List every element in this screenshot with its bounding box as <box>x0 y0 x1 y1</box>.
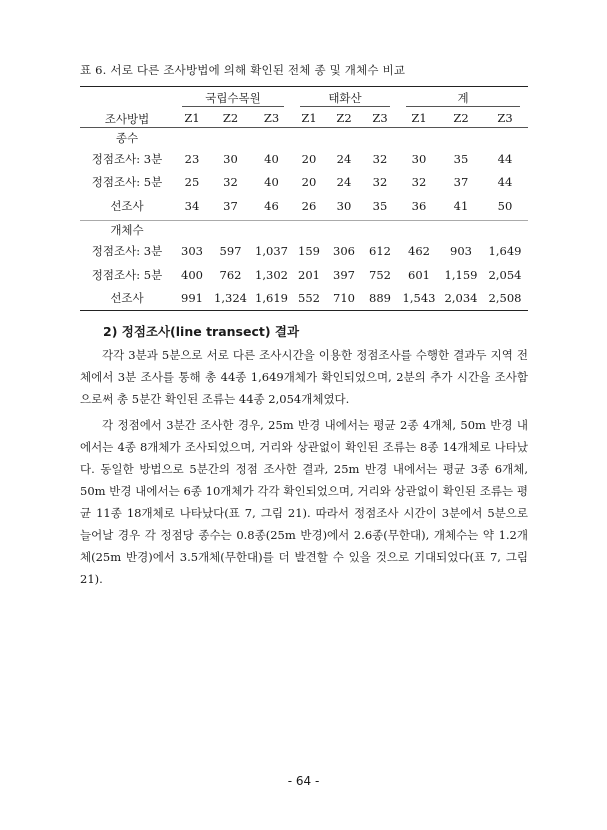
paragraph: 각각 3분과 5분으로 서로 다른 조사시간을 이용한 정점조사를 수행한 결과두 지역 전체에서 3분 조사를 통해 총 44종 1,649개체가 확인되었으며, 2분의 추가 시간을 조사함으로써 총 5분간 확인된 조류는 44종 2,054개체였다. <box>80 348 528 406</box>
table-row <box>80 240 528 264</box>
table-cell: 762 <box>219 267 242 282</box>
table-cell: 23 <box>184 151 200 166</box>
row-label: 선조사 <box>110 198 144 213</box>
table-cell: 41 <box>453 198 469 213</box>
table-cell: 1,543 <box>402 291 436 306</box>
table-cell: 32 <box>223 175 238 190</box>
subheader: Z3 <box>497 110 513 125</box>
table-cell: 24 <box>336 175 352 190</box>
species-section <box>80 128 528 221</box>
paragraph: 각 정점에서 3분간 조사한 경우, 25m 반경 내에서는 평균 2종 4개체, 50m 반경 내에서는 4종 8개체가 조사되었으며, 거리와 상관없이 확인된 조류는 8종 14개체로 나타났다. 동일한 방법으로 5분간의 정점 조사한 결과, 25m 반경 내에서는 평균 3종 6개체, 50m 반경 내에서는 6종 10개체가 각각 확인되었으며, 거리와 상관없이 확인된 조류는 평균 11종 18개체로 나타났다(표 7, 그림 21). 따라서 정점조사 시간이 3분에서 5분으로 늘어날 경우 각 정점당 종수는 0.8종(25m 반경)에서 2.6종(무한대), 개체수는 약 1.2개체(25m 반경)에서 3.5개체(무한대)를 더 발견할 수 있을 것으로 기대되었다(표 7, 그림 21). <box>80 418 528 586</box>
table-cell: 35 <box>453 151 469 166</box>
table-cell: 35 <box>372 198 388 213</box>
table-cell: 26 <box>301 198 317 213</box>
individuals-section <box>80 220 528 311</box>
row-label: 정점조사: 3분 <box>91 244 163 259</box>
comparison-table <box>80 86 528 311</box>
table-cell: 752 <box>369 267 391 282</box>
table-cell: 601 <box>408 267 430 282</box>
subheader: Z3 <box>263 110 280 125</box>
table-cell: 552 <box>298 291 320 306</box>
table-cell: 37 <box>453 175 469 190</box>
table-cell: 30 <box>411 151 427 166</box>
table-cell: 1,649 <box>488 244 522 259</box>
table-cell: 46 <box>264 198 279 213</box>
table-cell: 40 <box>264 151 279 166</box>
table-cell: 44 <box>497 175 513 190</box>
table-cell: 1,159 <box>444 267 478 282</box>
table-row <box>80 147 528 171</box>
table-cell: 34 <box>184 198 200 213</box>
table-cell: 50 <box>497 198 513 213</box>
table-cell: 24 <box>336 151 352 166</box>
subheader: Z1 <box>184 110 200 125</box>
table-cell: 1,302 <box>255 267 288 282</box>
method-header: 조사방법 <box>104 112 150 126</box>
table-cell: 1,037 <box>255 244 288 259</box>
row-label: 정점조사: 5분 <box>91 175 163 190</box>
table-cell: 612 <box>369 244 391 259</box>
table-cell: 2,054 <box>488 267 522 282</box>
table-cell: 991 <box>181 291 203 306</box>
section-title: 종수 <box>115 130 139 145</box>
row-label: 정점조사: 3분 <box>91 151 163 166</box>
table-row <box>80 194 528 220</box>
group-header-arboretum: 국립수목원 <box>174 87 292 109</box>
table-cell: 903 <box>450 244 472 259</box>
table-cell: 159 <box>298 244 320 259</box>
table-caption: 표 6. 서로 다른 조사방법에 의해 확인된 전체 종 및 개체수 비교 <box>80 63 406 77</box>
row-label: 선조사 <box>110 291 144 306</box>
table-cell: 397 <box>333 267 355 282</box>
subheader: Z2 <box>336 110 352 125</box>
table-cell: 303 <box>181 244 203 259</box>
table-cell: 306 <box>333 244 355 259</box>
table-row <box>80 287 528 311</box>
table-cell: 25 <box>184 175 200 190</box>
body-text <box>80 344 528 594</box>
table-row <box>80 263 528 287</box>
group-header-taehwasan: 태화산 <box>292 87 398 109</box>
section-heading: 2) 정점조사(line transect) 결과 <box>103 324 300 339</box>
section-title: 개체수 <box>110 223 144 237</box>
table-cell: 32 <box>372 151 388 166</box>
table-cell: 32 <box>411 175 427 190</box>
table-cell: 889 <box>369 291 391 306</box>
table-cell: 1,619 <box>255 291 288 306</box>
table-cell: 40 <box>264 175 279 190</box>
table-cell: 44 <box>497 151 513 166</box>
subheader: Z3 <box>372 110 388 125</box>
table-cell: 37 <box>223 198 238 213</box>
table-cell: 201 <box>298 267 320 282</box>
table-cell: 2,034 <box>444 291 478 306</box>
subheader: Z1 <box>301 110 317 125</box>
row-label: 정점조사: 5분 <box>91 267 163 282</box>
group-header-total: 계 <box>398 87 528 109</box>
table-cell: 36 <box>411 198 427 213</box>
subheader: Z2 <box>453 110 469 125</box>
table-cell: 462 <box>408 244 430 259</box>
table-cell: 710 <box>333 291 355 306</box>
table-cell: 32 <box>372 175 388 190</box>
subheader: Z2 <box>222 110 239 125</box>
table-cell: 1,324 <box>214 291 247 306</box>
table-cell: 597 <box>219 244 242 259</box>
table-cell: 20 <box>301 151 317 166</box>
subheader: Z1 <box>411 110 427 125</box>
table-cell: 20 <box>301 175 317 190</box>
table-cell: 30 <box>223 151 238 166</box>
table-cell: 400 <box>181 267 203 282</box>
table-cell: 30 <box>336 198 352 213</box>
table-cell: 2,508 <box>488 291 522 306</box>
page-number: - 64 - <box>287 774 320 788</box>
table-row <box>80 171 528 195</box>
